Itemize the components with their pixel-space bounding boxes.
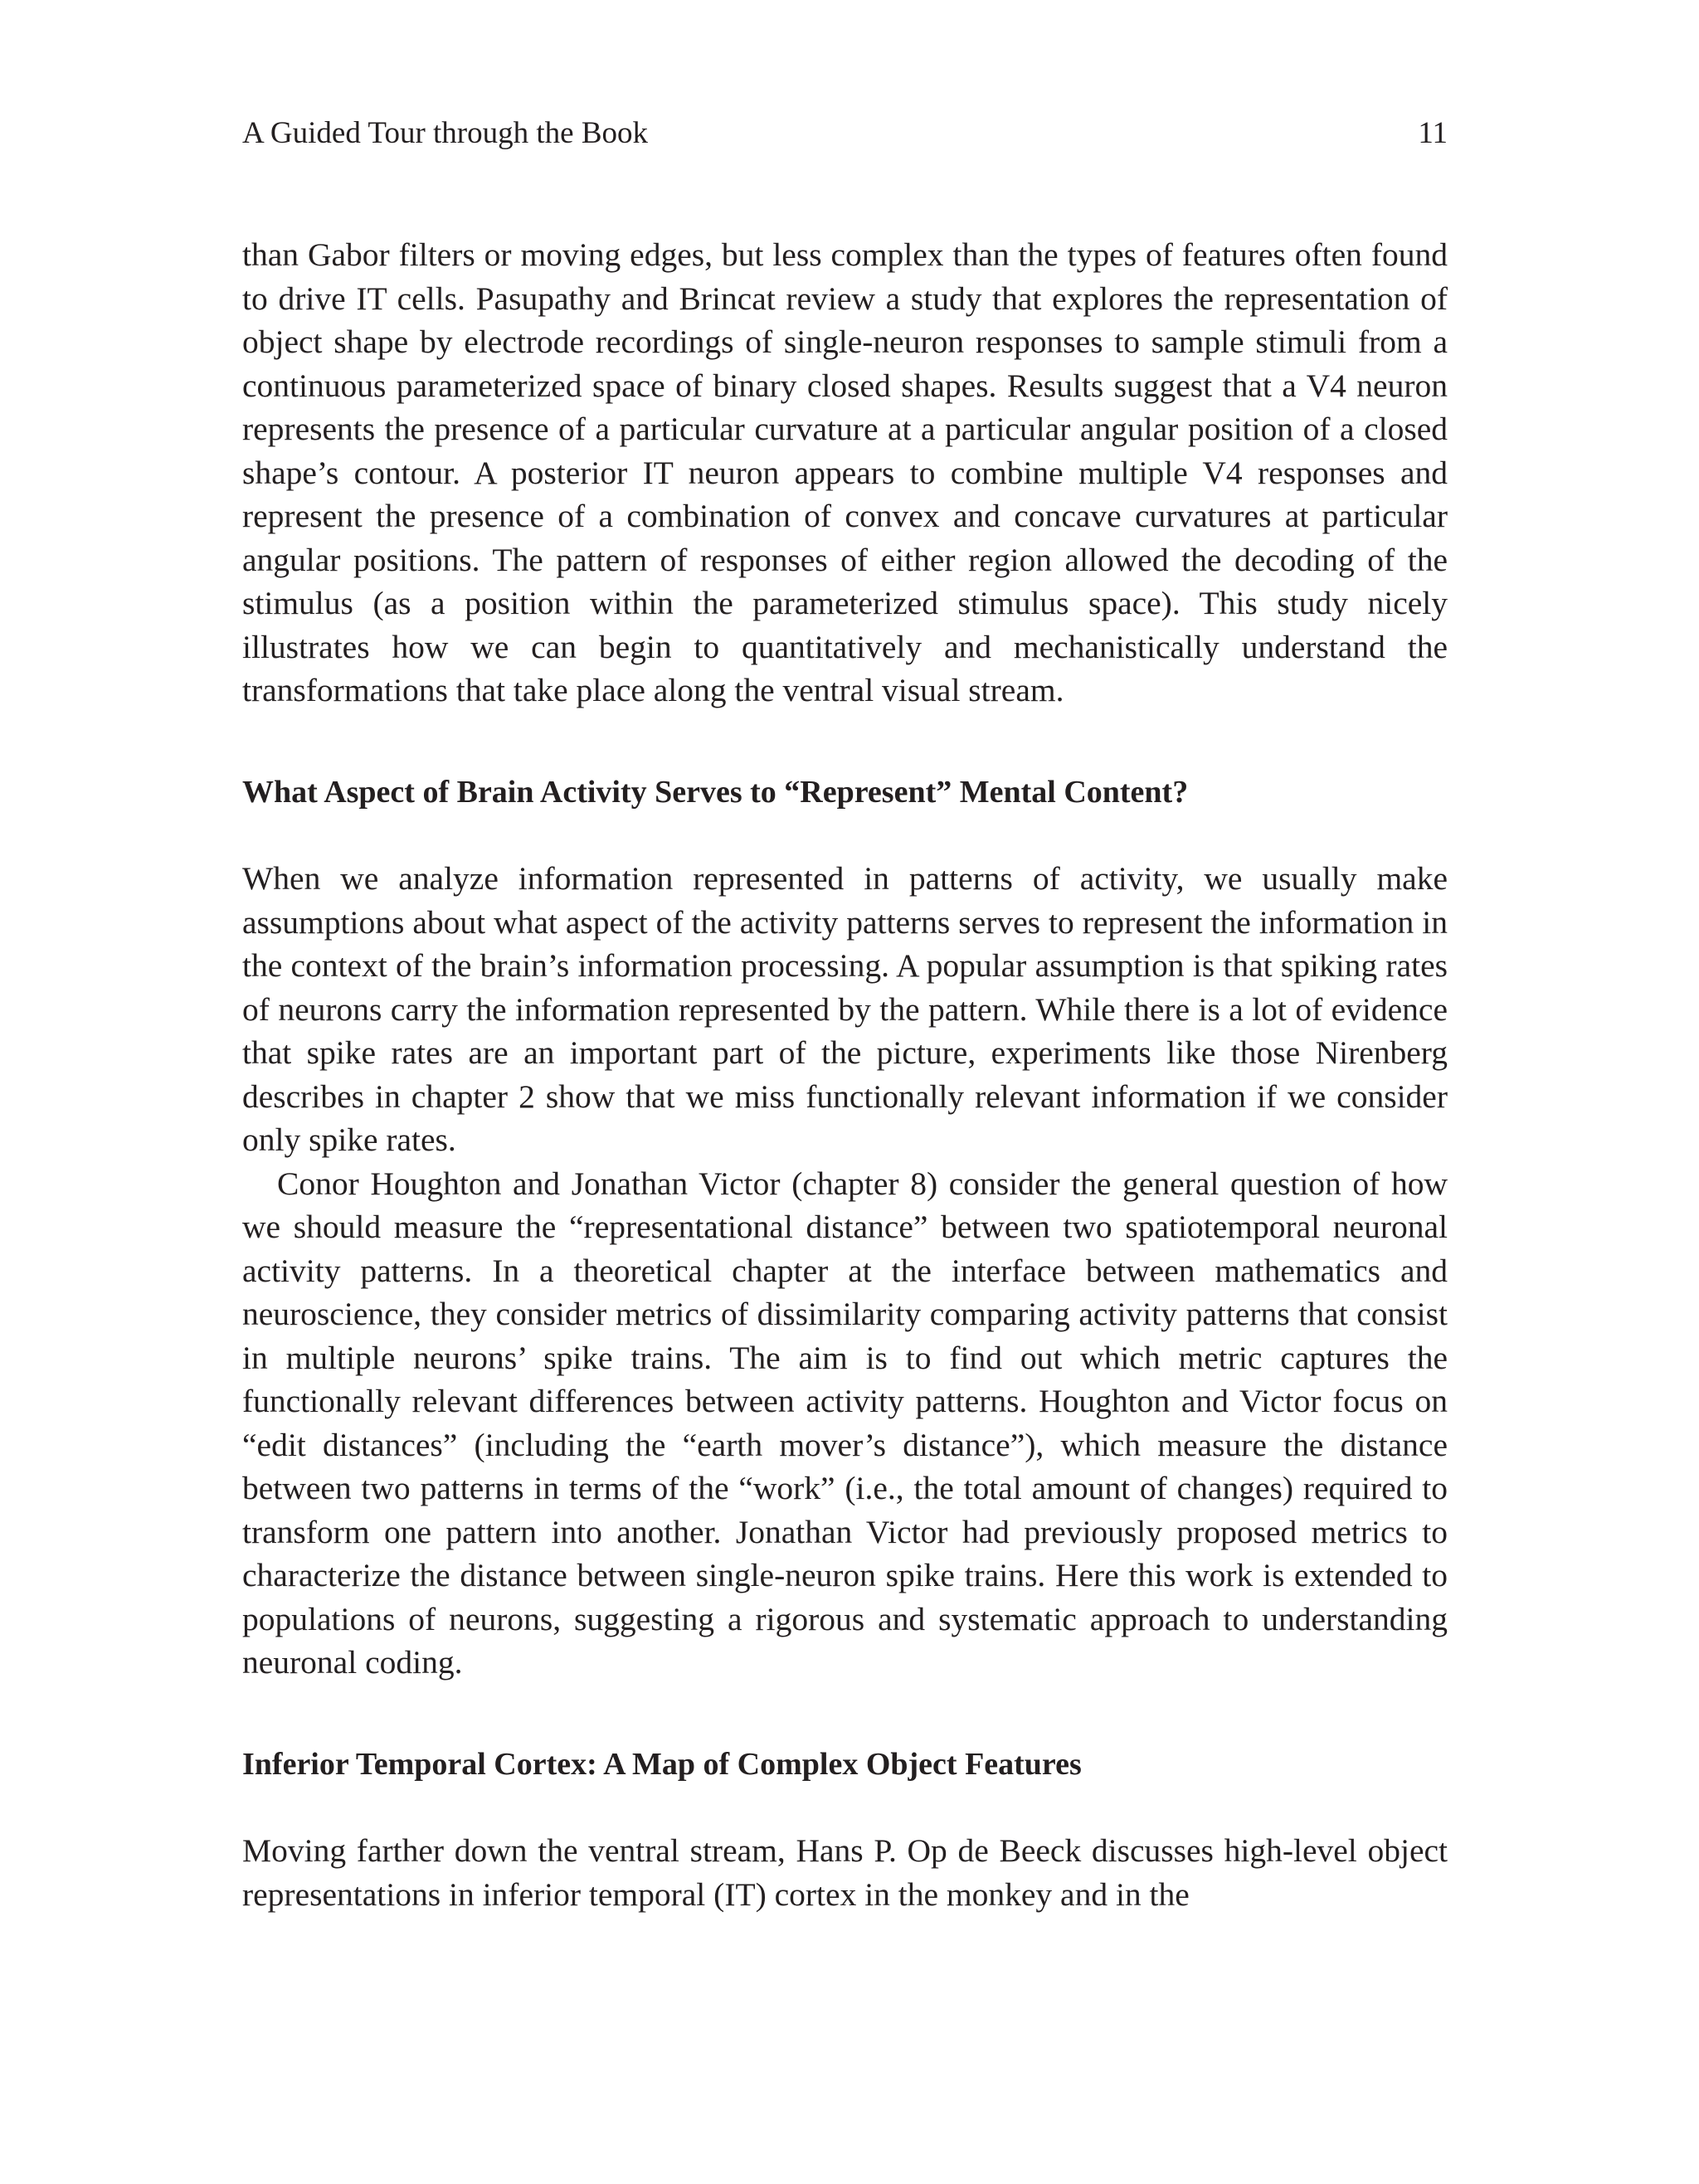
section-heading-inferior-temporal-cortex: Inferior Temporal Cortex: A Map of Complex Object Features <box>242 1746 1082 1782</box>
paragraph-1: than Gabor filters or moving edges, but less complex than the types of features often found to drive IT cells. Pasupathy and Brincat review a study that explores the representation of object shape by electrode recordings of single-neuron responses to sample stimuli from a continuous parameterized space of binary closed shapes. Results suggest that a V4 neuron represents the presence of a particular curvature at a particular angular position of a closed shape’s contour. A posterior IT neuron appears to combine multiple V4 responses and represent the presence of a combination of convex and concave curvatures at particular angular positions. The pattern of responses of either region allowed the decoding of the stimulus (as a position within the parameterized stimulus space). This study nicely illustrates how we can begin to quantitatively and mechanistically understand the transformations that take place along the ventral visual stream. <box>242 236 1448 708</box>
running-head-title: A Guided Tour through the Book <box>242 116 649 150</box>
paragraph-4: Moving farther down the ventral stream, Hans P. Op de Beeck discusses high-level object representations in inferior temporal (IT) cortex in the monkey and in the <box>242 1832 1448 1913</box>
paragraph-3: Conor Houghton and Jonathan Victor (chapter 8) consider the general question of how we should measure the “representational distance” between two spatiotemporal neuronal activity patterns. In a theoretical chapter at the interface between mathematics and neuroscience, they consider metrics of dissimilarity comparing activity patterns that consist in multiple neurons’ spike trains. The aim is to find out which metric captures the functionally relevant differences between activity patterns. Houghton and Victor focus on “edit distances” (including the “earth mover’s distance”), which measure the distance between two patterns in terms of the “work” (i.e., the total amount of changes) required to transform one pattern into another. Jonathan Victor had previously proposed metrics to characterize the distance between single-neuron spike trains. Here this work is extended to populations of neurons, suggesting a rigorous and systematic approach to understanding neuronal coding. <box>242 1165 1448 1681</box>
page-body <box>242 233 1448 1916</box>
running-head <box>242 113 1448 154</box>
section-heading-brain-activity: What Aspect of Brain Activity Serves to “Represent” Mental Content? <box>242 774 1189 810</box>
page-number: 11 <box>1418 116 1448 150</box>
paragraph-2: When we analyze information represented in patterns of activity, we usually make assumptions about what aspect of the activity patterns serves to represent the information in the context of the brain’s information processing. A popular assumption is that spiking rates of neurons carry the information represented by the pattern. While there is a lot of evidence that spike rates are an important part of the picture, experiments like those Nirenberg describes in chapter 2 show that we miss functionally relevant information if we consider only spike rates. <box>242 860 1448 1158</box>
